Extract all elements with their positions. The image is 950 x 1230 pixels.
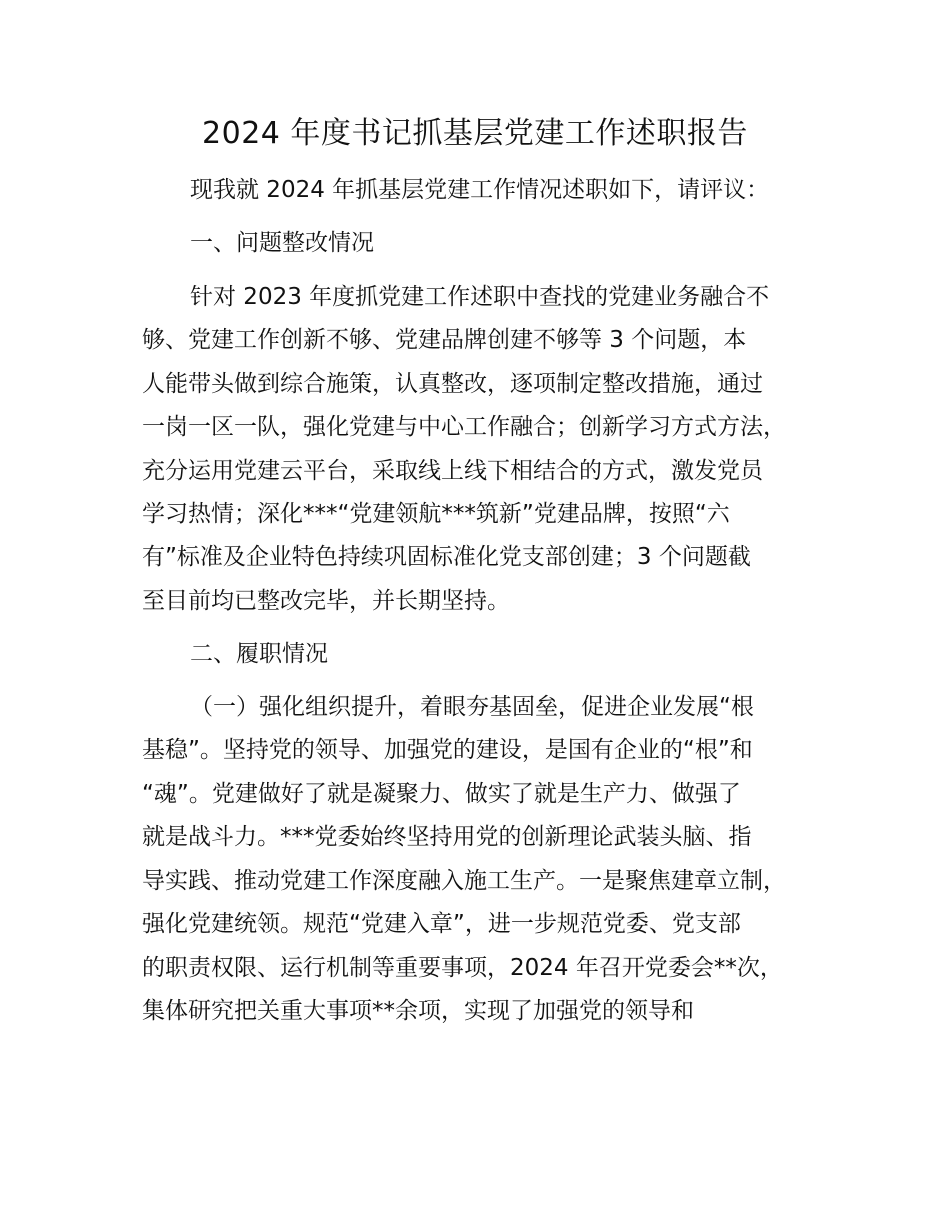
section-1-line: 有”标准及企业特色持续巩固标准化党支部创建；3 个问题截 xyxy=(142,544,751,570)
section-1-line: 针对 2023 年度抓党建工作述职中查找的党建业务融合不 xyxy=(190,284,770,310)
section-2-line: （一）强化组织提升，着眼夯基固垒，促进企业发展“根 xyxy=(190,694,754,720)
section-1-line: 充分运用党建云平台，采取线上线下相结合的方式，激发党员 xyxy=(142,458,763,484)
section-2-line: 集体研究把关重大事项**余项，实现了加强党的领导和 xyxy=(142,998,694,1024)
section-2-line: 就是战斗力。***党委始终坚持用党的创新理论武装头脑、指 xyxy=(142,824,752,850)
section-2-line: 的职责权限、运行机制等重要事项，2024 年召开党委会**次， xyxy=(142,955,783,981)
section-1-line: 人能带头做到综合施策，认真整改，逐项制定整改措施，通过 xyxy=(142,371,763,397)
document-title: 2024 年度书记抓基层党建工作述职报告 xyxy=(202,116,748,151)
section-1-line: 学习热情；深化***“党建领航***筑新”党建品牌，按照“六 xyxy=(142,501,730,527)
section-2-heading: 二、履职情况 xyxy=(190,641,328,667)
section-2-line: “魂”。党建做好了就是凝聚力、做实了就是生产力、做强了 xyxy=(142,781,741,807)
section-1-heading: 一、问题整改情况 xyxy=(190,230,374,256)
section-1-line: 至目前均已整改完毕，并长期坚持。 xyxy=(142,588,510,614)
section-2-line: 基稳”。坚持党的领导、加强党的建设，是国有企业的“根”和 xyxy=(142,737,753,763)
section-1-line: 一岗一区一队，强化党建与中心工作融合；创新学习方式方法， xyxy=(142,414,786,440)
section-1-line: 够、党建工作创新不够、党建品牌创建不够等 3 个问题，本 xyxy=(142,327,747,353)
intro-paragraph: 现我就 2024 年抓基层党建工作情况述职如下，请评议： xyxy=(190,177,770,203)
section-2-line: 强化党建统领。规范“党建入章”，进一步规范党委、党支部 xyxy=(142,911,741,937)
section-2-line: 导实践、推动党建工作深度融入施工生产。一是聚焦建章立制， xyxy=(142,868,786,894)
